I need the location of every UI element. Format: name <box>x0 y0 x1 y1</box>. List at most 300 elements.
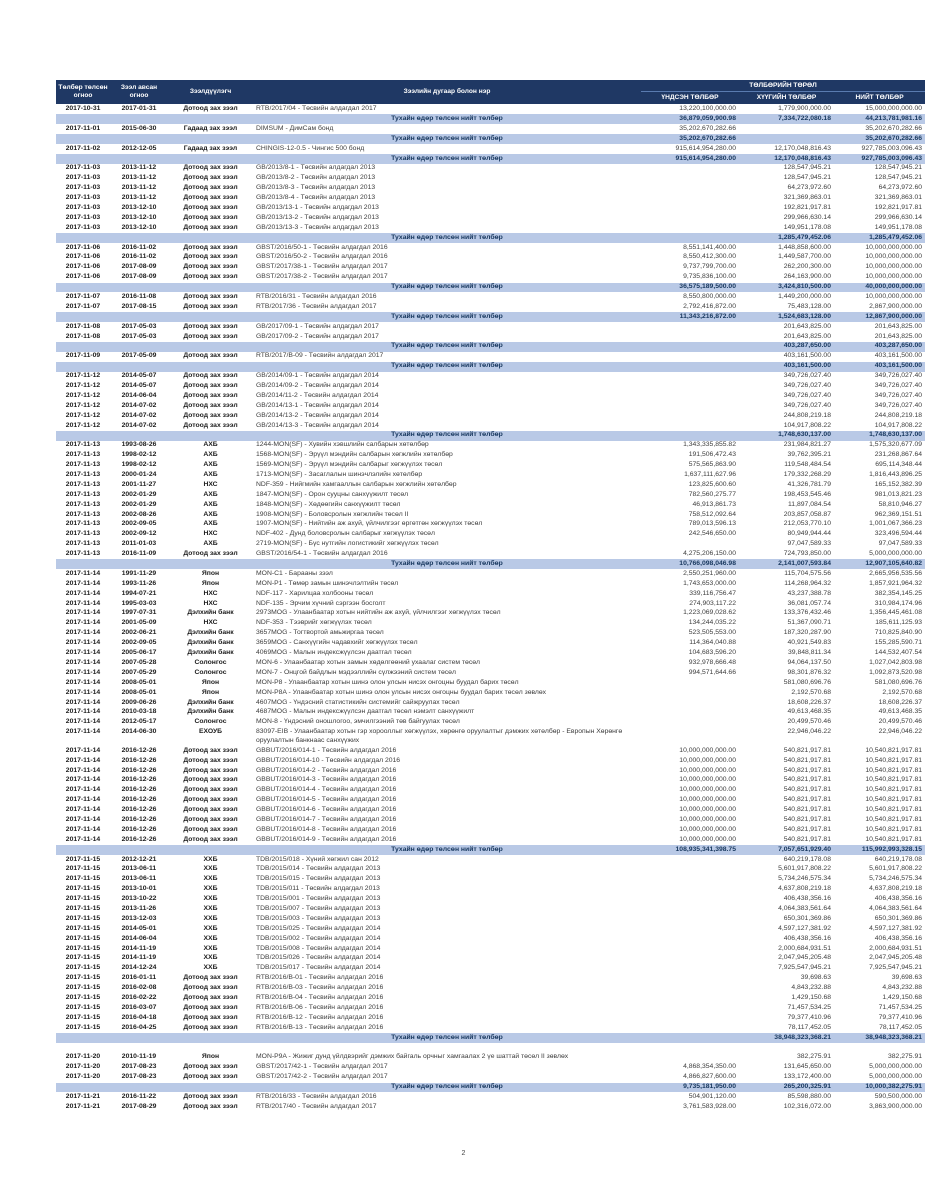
loan-name-cell: GB/2017/09-1 - Төсвийн алдагдал 2017 <box>256 322 379 330</box>
loan-date-cell: 1998-02-12 <box>121 461 157 469</box>
summary-empty-cell <box>110 154 168 164</box>
lender-cell: Япон <box>201 579 220 587</box>
loan-name-cell: TDB/2015/017 - Төсвийн алдагдал 2014 <box>256 964 381 972</box>
daily-total-interest: 1,285,479,452.06 <box>739 233 834 243</box>
lender-cell: АХБ <box>203 510 218 518</box>
loan-name-cell: GBST/2017/38-1 - Төсвийн алдагдал 2017 <box>256 263 388 271</box>
table-row <box>56 1013 925 1023</box>
lender-cell: Дэлхийн банк <box>187 639 234 647</box>
total-cell: 18,608,226.37 <box>878 698 923 706</box>
principal-cell <box>641 924 739 934</box>
loan-name-cell: TDB/2015/025 - Төсвийн алдагдал 2014 <box>256 924 381 932</box>
payment-date-cell: 2017-11-14 <box>65 718 101 726</box>
loan-date-cell: 2016-11-09 <box>121 550 157 558</box>
table-row <box>56 1102 925 1112</box>
table-row <box>56 292 925 302</box>
interest-cell: 262,200,300.00 <box>783 263 831 271</box>
table-row <box>56 855 925 865</box>
principal-cell: 1,743,653,000.00 <box>683 579 736 587</box>
loan-name-cell: DIMSUM - ДимСам бонд <box>256 124 334 132</box>
loan-name-cell: TDB/2015/015 - Төсвийн алдагдал 2013 <box>256 875 381 883</box>
total-cell: 15,000,000,000.00 <box>865 105 923 113</box>
total-cell: 10,540,821,917.81 <box>865 835 923 843</box>
payment-date-cell: 2017-11-15 <box>65 974 101 982</box>
table-row <box>56 698 925 708</box>
total-cell: 10,540,821,917.81 <box>865 825 923 833</box>
loan-name-cell: 4607MOG - Үндэсний статистикийн системийг сайжруулах төсөл <box>256 698 460 706</box>
interest-cell: 1,449,587,700.00 <box>778 253 831 261</box>
interest-cell: 128,547,945.21 <box>783 174 831 182</box>
principal-cell <box>641 974 739 984</box>
table-row <box>56 461 925 471</box>
table-row <box>56 639 925 649</box>
lender-cell: ХХБ <box>203 934 218 942</box>
principal-cell <box>641 914 739 924</box>
payment-date-cell: 2017-11-08 <box>65 332 101 340</box>
principal-cell: 2,550,251,960.00 <box>683 569 736 577</box>
loan-name-cell: RTB/2016/B-12 - Төсвийн алдагдал 2016 <box>256 1013 384 1021</box>
loan-name-cell: 2973MOG - Улаанбаатар хотын нийтийн аж ахуй, үйлчилгээг хөгжүүлэх төсөл <box>256 609 501 617</box>
table-row <box>56 174 925 184</box>
interest-cell: 78,117,452.05 <box>788 1023 831 1031</box>
loan-name-cell: 1848-MON(SF) - Хөдөөгийн санхүүжилт төсөл <box>256 500 401 508</box>
loan-date-cell: 2014-06-04 <box>121 934 157 942</box>
daily-total-label: Тухайн өдөр төлсөн нийт төлбөр <box>253 1083 641 1093</box>
table-row <box>56 766 925 776</box>
table-row <box>56 124 925 134</box>
interest-cell: 22,946,046.22 <box>787 728 831 736</box>
payment-date-cell: 2017-11-14 <box>65 668 101 676</box>
loan-date-cell: 2002-08-26 <box>121 510 157 518</box>
loan-name-cell: RTB/2017/04 - Төсвийн алдагдал 2017 <box>256 105 377 113</box>
total-cell: 349,726,027.40 <box>874 372 923 380</box>
total-cell: 349,726,027.40 <box>874 401 923 409</box>
table-row <box>56 786 925 796</box>
payment-date-cell: 2017-11-14 <box>65 806 101 814</box>
total-cell: 149,951,178.08 <box>874 223 923 231</box>
lender-cell: Дотоод зах зээл <box>183 174 238 182</box>
total-cell: 10,540,821,917.81 <box>865 756 923 764</box>
lender-cell: АХБ <box>203 500 218 508</box>
total-cell: 10,540,821,917.81 <box>865 746 923 754</box>
lender-cell: Дотоод зах зээл <box>183 1013 238 1021</box>
loan-name-cell: MON-8 - Үндэсний оношлогоо, эмчилгээний төв байгуулах төсөл <box>256 718 460 726</box>
total-cell: 4,843,232.88 <box>882 984 923 992</box>
loan-name-cell: TDB/2015/007 - Төсвийн алдагдал 2013 <box>256 905 381 913</box>
loan-name-cell: GBST/2016/54-1 - Төсвийн алдагдал 2016 <box>256 550 388 558</box>
table-row <box>56 865 925 875</box>
daily-total-interest: 1,748,630,137.00 <box>739 431 834 441</box>
loan-name-cell: TDB/2015/003 - Төсвийн алдагдал 2013 <box>256 914 381 922</box>
loan-name-cell: GB/2014/13-1 - Төсвийн алдагдал 2014 <box>256 401 379 409</box>
daily-total-total: 12,867,900,000.00 <box>834 312 925 322</box>
interest-cell: 198,453,545.46 <box>783 490 831 498</box>
table-row <box>56 914 925 924</box>
daily-total-interest: 3,424,810,500.00 <box>739 283 834 293</box>
loan-name-cell: RTB/2016/B-03 - Төсвийн алдагдал 2016 <box>256 984 384 992</box>
loan-date-cell: 2010-11-19 <box>121 1053 157 1061</box>
total-cell: 22,946,046.22 <box>878 728 923 736</box>
principal-cell: 10,000,000,000.00 <box>679 796 736 804</box>
principal-cell: 10,000,000,000.00 <box>679 835 736 843</box>
lender-cell: Дотоод зах зээл <box>183 776 238 784</box>
interest-cell: 97,047,589.33 <box>787 540 831 548</box>
interest-cell: 540,821,917.81 <box>783 825 831 833</box>
interest-cell: 540,821,917.81 <box>783 786 831 794</box>
loan-date-cell: 2013-12-10 <box>121 213 157 221</box>
lender-cell: Дотоод зах зээл <box>183 391 238 399</box>
total-cell: 590,500,000.00 <box>874 1093 923 1101</box>
lender-cell: Солонгос <box>194 668 227 676</box>
loan-name-cell: GBBUT/2016/014-5 - Төсвийн алдагдал 2016 <box>256 796 397 804</box>
interest-cell: 349,726,027.40 <box>783 372 831 380</box>
daily-total-row <box>56 431 925 441</box>
daily-total-label: Тухайн өдөр төлсөн нийт төлбөр <box>253 134 641 144</box>
total-cell: 1,027,042,803.98 <box>869 658 923 666</box>
principal-cell <box>641 372 739 382</box>
payment-date-cell: 2017-11-09 <box>65 352 101 360</box>
payment-date-cell: 2017-11-14 <box>65 589 101 597</box>
total-cell: 10,000,000,000.00 <box>865 273 923 281</box>
daily-total-total: 403,287,650.00 <box>834 342 925 352</box>
payment-date-cell: 2017-11-15 <box>65 1023 101 1031</box>
loan-name-cell: GBST/2017/38-2 - Төсвийн алдагдал 2017 <box>256 273 388 281</box>
daily-total-row <box>56 114 925 124</box>
daily-total-label: Тухайн өдөр төлсөн нийт төлбөр <box>253 283 641 293</box>
daily-total-interest <box>739 134 834 144</box>
loan-name-cell: 1847-MON(SF) - Орон сууцны санхүүжилт төсөл <box>256 490 409 498</box>
loan-name-cell: TDB/2015/008 - Төсвийн алдагдал 2014 <box>256 944 381 952</box>
table-row <box>56 993 925 1003</box>
principal-cell: 789,013,596.13 <box>688 520 736 528</box>
table-row <box>56 550 925 560</box>
principal-cell: 10,000,000,000.00 <box>679 756 736 764</box>
summary-empty-cell <box>168 845 253 855</box>
payment-date-cell: 2017-11-12 <box>65 372 101 380</box>
interest-cell: 212,053,770.10 <box>783 520 831 528</box>
daily-total-label: Тухайн өдөр төлсөн нийт төлбөр <box>253 845 641 855</box>
loan-name-cell: GB/2013/13-3 - Төсвийн алдагдал 2013 <box>256 223 379 231</box>
principal-cell: 1,343,335,855.82 <box>683 441 736 449</box>
header-loan-date: Зээл авсан огноо <box>110 80 168 104</box>
principal-cell <box>641 203 739 213</box>
daily-total-principal <box>641 233 739 243</box>
total-cell: 97,047,589.33 <box>878 540 923 548</box>
loan-name-cell: GB/2014/09-1 - Төсвийн алдагдал 2014 <box>256 372 379 380</box>
lender-cell: Дотоод зах зээл <box>183 292 238 300</box>
interest-cell: 4,597,127,381.92 <box>778 924 831 932</box>
lender-cell: Дотоод зах зээл <box>183 194 238 202</box>
loan-date-cell: 2016-03-07 <box>121 1003 157 1011</box>
loan-date-cell: 1994-07-21 <box>121 589 157 597</box>
interest-cell: 406,438,356.16 <box>783 934 831 942</box>
total-cell: 39,698.63 <box>891 974 923 982</box>
loan-name-cell: 4687MOG - Малын индексжүүлсэн даатгал төсөл нэмэлт санхүүжилт <box>256 708 475 716</box>
payment-date-cell: 2017-11-15 <box>65 855 101 863</box>
loan-name-cell: GBST/2017/42-2 - Төсвийн алдагдал 2017 <box>256 1073 388 1081</box>
lender-cell: Дотоод зах зээл <box>183 816 238 823</box>
loan-name-cell: 3657MOG - Тогтвортой амьжиргаа төсөл <box>256 629 384 637</box>
interest-cell: 1,448,858,600.00 <box>778 243 831 251</box>
table-row <box>56 796 925 806</box>
interest-cell: 640,219,178.08 <box>783 855 831 863</box>
total-cell: 640,219,178.08 <box>874 855 923 863</box>
principal-cell <box>641 895 739 905</box>
principal-cell <box>641 193 739 203</box>
total-cell: 4,597,127,381.92 <box>869 924 923 932</box>
principal-cell: 504,901,120.00 <box>688 1093 736 1101</box>
principal-cell <box>641 984 739 994</box>
payment-date-cell: 2017-11-13 <box>65 461 101 469</box>
loan-date-cell: 2001-05-09 <box>121 619 157 627</box>
daily-total-row <box>56 233 925 243</box>
total-cell: 5,000,000,000.00 <box>869 1063 923 1071</box>
loan-date-cell: 1993-11-26 <box>121 579 157 587</box>
daily-total-label: Тухайн өдөр төлсөн нийт төлбөр <box>253 154 641 164</box>
table-row <box>56 480 925 490</box>
loan-date-cell: 2017-08-09 <box>121 263 157 271</box>
lender-cell: Дотоод зах зээл <box>183 766 238 774</box>
total-cell: 382,354,145.25 <box>874 589 923 597</box>
interest-cell: 79,377,410.96 <box>787 1013 831 1021</box>
summary-empty-cell <box>56 154 110 164</box>
lender-cell: АХБ <box>203 520 218 528</box>
total-cell: 10,000,000,000.00 <box>865 263 923 271</box>
daily-total-principal: 108,935,341,398.75 <box>641 845 739 855</box>
interest-cell: 5,734,246,575.34 <box>778 875 831 883</box>
summary-empty-cell <box>168 362 253 372</box>
payment-date-cell: 2017-11-12 <box>65 382 101 389</box>
loan-date-cell: 2008-05-01 <box>121 678 157 686</box>
loan-name-cell: 2719-MON(SF) - Бүс нутгийн логистикийг хөгжүүлэх төсөл <box>256 540 439 548</box>
table-row <box>56 875 925 885</box>
table-row <box>56 984 925 994</box>
total-cell: 49,613,468.35 <box>878 708 923 716</box>
daily-total-row <box>56 1083 925 1093</box>
daily-total-interest: 12,170,048,816.43 <box>739 154 834 164</box>
total-cell: 10,540,821,917.81 <box>865 806 923 814</box>
principal-cell <box>641 964 739 974</box>
daily-total-total: 927,785,003,096.43 <box>834 154 925 164</box>
lender-cell: Дотоод зах зээл <box>183 835 238 843</box>
total-cell: 3,863,900,000.00 <box>869 1102 923 1110</box>
loan-name-cell: TDB/2015/002 - Төсвийн алдагдал 2014 <box>256 934 381 942</box>
loan-date-cell: 2017-01-31 <box>121 105 157 113</box>
payment-date-cell: 2017-11-14 <box>65 639 101 647</box>
loan-name-cell: MON-C1 - Барааны зээл <box>256 569 333 577</box>
loan-date-cell: 2013-11-12 <box>121 194 157 202</box>
loan-name-cell: RTB/2016/33 - Төсвийн алдагдал 2016 <box>256 1093 377 1101</box>
daily-total-principal: 915,614,954,280.00 <box>641 154 739 164</box>
loan-name-cell: TDB/2015/011 - Төсвийн алдагдал 2013 <box>256 885 380 893</box>
interest-cell: 299,966,630.14 <box>783 213 831 221</box>
loan-date-cell: 2013-11-12 <box>121 174 157 182</box>
principal-cell: 8,550,412,300.00 <box>683 253 736 261</box>
total-cell: 155,285,590.71 <box>874 639 923 647</box>
lender-cell: ХХБ <box>203 954 218 962</box>
loan-name-cell: GBBUT/2016/014-1 - Төсвийн алдагдал 2016 <box>256 746 397 754</box>
total-cell: 10,540,821,917.81 <box>865 786 923 794</box>
principal-cell <box>641 540 739 550</box>
daily-total-interest: 2,141,007,593.84 <box>739 559 834 569</box>
loan-date-cell: 2017-08-09 <box>121 273 157 281</box>
lender-cell: ЕХОУБ <box>198 728 223 736</box>
payment-date-cell: 2017-11-14 <box>65 678 101 686</box>
loan-date-cell: 2016-04-25 <box>121 1023 157 1031</box>
table-row <box>56 1092 925 1102</box>
principal-cell: 932,978,666.48 <box>688 658 736 666</box>
lender-cell: НХС <box>203 619 218 627</box>
loan-name-cell: NDF-135 - Эрчим хүчний сэргээн босголт <box>256 599 386 607</box>
interest-cell: 724,793,850.00 <box>783 550 831 558</box>
payment-date-cell: 2017-11-14 <box>65 756 101 764</box>
loan-name-cell: 1908-MON(SF) - Боловсролын хөгжлийн төсөл II <box>256 510 409 518</box>
interest-cell: 131,645,650.00 <box>783 1063 831 1071</box>
principal-cell: 1,223,069,028.62 <box>683 609 736 617</box>
total-cell: 71,457,534.25 <box>878 1003 923 1011</box>
principal-cell: 35,202,670,282.66 <box>679 124 736 132</box>
lender-cell: Гадаад зах зээл <box>183 124 238 132</box>
lender-cell: Гадаад зах зээл <box>183 144 238 152</box>
daily-total-row <box>56 342 925 352</box>
loan-name-cell: NDF-402 - Дунд боловсролын салбарыг хөгжүүлэх төсөл <box>256 530 435 538</box>
lender-cell: АХБ <box>203 540 218 548</box>
total-cell: 20,499,570.46 <box>878 718 923 726</box>
daily-total-interest: 7,057,651,929.40 <box>739 845 834 855</box>
total-cell: 1,001,067,366.23 <box>869 520 923 528</box>
payment-date-cell: 2017-11-13 <box>65 500 101 508</box>
interest-cell: 581,080,696.76 <box>783 678 831 686</box>
lender-cell: Япон <box>201 688 220 696</box>
interest-cell: 18,608,226.37 <box>787 698 831 706</box>
interest-cell: 540,821,917.81 <box>783 835 831 843</box>
loan-name-cell: TDB/2015/001 - Төсвийн алдагдал 2013 <box>256 895 381 903</box>
total-cell: 2,000,684,931.51 <box>869 944 923 952</box>
lender-cell: Дотоод зах зээл <box>183 786 238 794</box>
loan-name-cell: GB/2014/09-2 - Төсвийн алдагдал 2014 <box>256 382 379 389</box>
payments-table <box>56 80 925 1112</box>
lender-cell: Дотоод зах зээл <box>183 411 238 419</box>
payment-date-cell: 2017-11-14 <box>65 786 101 794</box>
principal-cell <box>641 698 739 708</box>
payment-date-cell: 2017-11-14 <box>65 776 101 784</box>
principal-cell <box>641 223 739 233</box>
principal-cell <box>641 993 739 1003</box>
interest-cell: 203,857,058.87 <box>783 510 831 518</box>
principal-cell: 274,903,117.22 <box>689 599 736 607</box>
loan-name-cell: RTB/2016/B-01 - Төсвийн алдагдал 2016 <box>256 974 384 982</box>
lender-cell: Япон <box>201 1053 220 1061</box>
lender-cell: Дотоод зах зээл <box>183 322 238 330</box>
total-cell: 10,540,821,917.81 <box>865 796 923 804</box>
principal-cell <box>641 332 739 342</box>
principal-cell: 104,683,596.20 <box>688 649 736 657</box>
loan-date-cell: 2016-11-02 <box>121 253 157 261</box>
principal-cell <box>641 1053 739 1063</box>
principal-cell: 4,868,354,350.00 <box>683 1063 736 1071</box>
lender-cell: Дотоод зах зээл <box>183 1073 238 1081</box>
table-body <box>56 104 925 1112</box>
principal-cell: 523,505,553.00 <box>688 629 736 637</box>
payment-date-cell: 2017-11-14 <box>65 599 101 607</box>
total-cell: 10,000,000,000.00 <box>865 243 923 251</box>
daily-total-total: 10,000,382,275.91 <box>834 1083 925 1093</box>
principal-cell: 10,000,000,000.00 <box>679 806 736 814</box>
lender-cell: Дотоод зах зээл <box>183 164 238 172</box>
loan-date-cell: 2014-11-19 <box>121 944 157 952</box>
table-row <box>56 599 925 609</box>
loan-date-cell: 2013-12-03 <box>121 914 157 922</box>
interest-cell: 39,698.63 <box>800 974 831 982</box>
payment-date-cell: 2017-11-14 <box>65 649 101 657</box>
payment-date-cell: 2017-11-07 <box>65 292 101 300</box>
principal-cell: 10,000,000,000.00 <box>679 766 736 774</box>
interest-cell: 64,273,972.60 <box>787 184 831 192</box>
payment-date-cell: 2017-11-14 <box>65 688 101 696</box>
table-row <box>56 825 925 835</box>
table-row <box>56 678 925 688</box>
daily-total-row <box>56 283 925 293</box>
lender-cell: Дотоод зах зээл <box>183 105 238 113</box>
lender-cell: АХБ <box>203 471 218 479</box>
loan-name-cell: MON-P8A - Улаанбаатар хотын шинэ олон улсын нисэх онгоцны буудал барих төсөл зөвлөх <box>256 688 547 696</box>
daily-total-label: Тухайн өдөр төлсөн нийт төлбөр <box>253 342 641 352</box>
interest-cell: 11,897,084.54 <box>788 500 831 508</box>
lender-cell: Дотоод зах зээл <box>183 213 238 221</box>
summary-empty-cell <box>168 1083 253 1093</box>
principal-cell <box>641 1023 739 1033</box>
loan-name-cell: MON-P9A - Жижиг дунд үйлдвэрийг дэмжих байгаль орчныг хамгаалах 2 үе шаттай төсөл II зөвлөх <box>256 1053 569 1061</box>
loan-date-cell: 2013-06-11 <box>121 865 157 873</box>
loan-name-cell: GBBUT/2016/014-4 - Төсвийн алдагдал 2016 <box>256 786 397 794</box>
principal-cell <box>641 401 739 411</box>
payment-date-cell: 2017-11-07 <box>65 302 101 310</box>
loan-name-cell: RTB/2017/40 - Төсвийн алдагдал 2017 <box>256 1102 377 1110</box>
payment-date-cell: 2017-11-20 <box>65 1053 101 1061</box>
table-row <box>56 302 925 312</box>
loan-date-cell: 2001-11-27 <box>121 480 157 488</box>
interest-cell: 4,843,232.88 <box>791 984 831 992</box>
interest-cell: 650,301,369.86 <box>783 914 831 922</box>
loan-name-cell: NDF-359 - Нийгмийн хамгааллын салбарын хөгжлийн хөтөлбөр <box>256 480 457 488</box>
summary-empty-cell <box>56 845 110 855</box>
loan-date-cell: 2017-08-29 <box>121 1102 157 1110</box>
loan-name-cell: GBBUT/2016/014-6 - Төсвийн алдагдал 2016 <box>256 806 397 814</box>
interest-cell: 187,320,287.90 <box>783 629 831 637</box>
principal-cell: 10,000,000,000.00 <box>679 816 736 823</box>
group-gap <box>56 1043 925 1053</box>
payment-date-cell: 2017-11-20 <box>65 1063 101 1071</box>
loan-date-cell: 2014-07-02 <box>121 401 157 409</box>
loan-date-cell: 2014-05-01 <box>121 924 157 932</box>
lender-cell: НХС <box>203 589 218 597</box>
lender-cell: Дотоод зах зээл <box>183 550 238 558</box>
lender-cell: Дотоод зах зээл <box>183 352 238 360</box>
interest-cell: 540,821,917.81 <box>783 816 831 823</box>
principal-cell: 2,792,416,872.00 <box>683 302 736 310</box>
table-row <box>56 184 925 194</box>
loan-name-cell: GB/2013/13-2 - Төсвийн алдагдал 2013 <box>256 213 379 221</box>
principal-cell: 191,506,472.43 <box>688 451 736 459</box>
interest-cell: 349,726,027.40 <box>783 391 831 399</box>
loan-name-cell: RTB/2016/B-06 - Төсвийн алдагдал 2016 <box>256 1003 384 1011</box>
loan-name-cell: GB/2013/13-1 - Төсвийн алдагдал 2013 <box>256 203 379 211</box>
interest-cell: 1,449,200,000.00 <box>778 292 831 300</box>
loan-date-cell: 2011-01-03 <box>121 540 157 548</box>
table-row <box>56 1023 925 1033</box>
lender-cell: Дотоод зах зээл <box>183 203 238 211</box>
loan-name-cell: RTB/2016/B-13 - Төсвийн алдагдал 2016 <box>256 1023 384 1031</box>
